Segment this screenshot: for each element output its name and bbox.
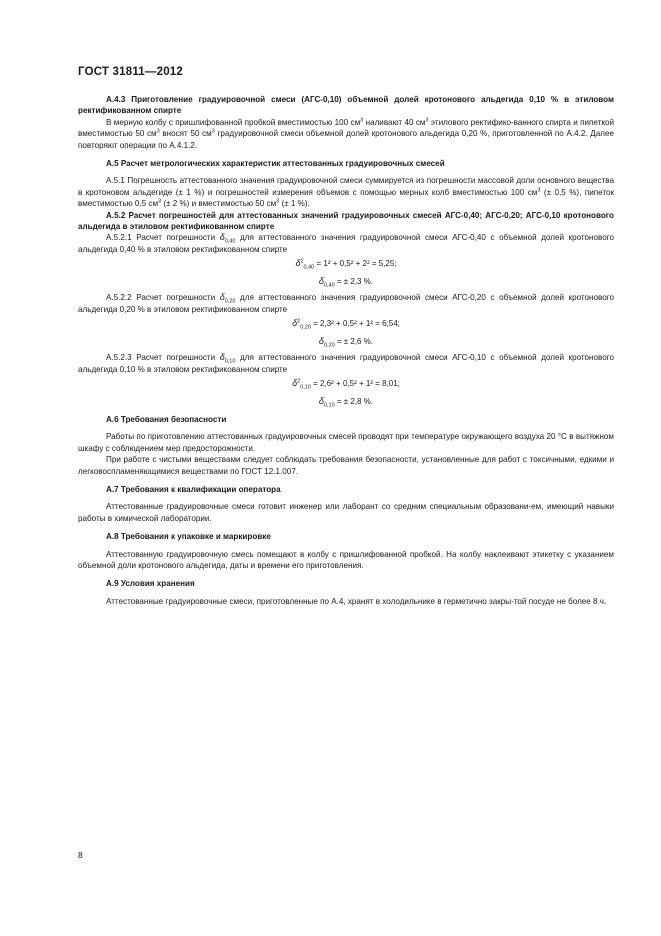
section-a9-p1: Аттестованные градуировочные смеси, приготовленные по А.4, хранят в холодильнике в герметично закры-той посуде не более 8 ч. — [106, 596, 607, 606]
section-a7-p1: Аттестованные градуировочные смеси готовит инженер или лаборант со средним специальным образовани-ем, имеющий навыки работы в химической лаборатории. — [78, 502, 614, 523]
document-header: ГОСТ 31811—2012 — [78, 66, 183, 78]
section-a52-title: А.5.2 Расчет погрешностей для аттестованных значений градуировочных смесей АГС-0,40; АГС-0,20; АГС-0,10 кротонового альдегида в этиловом ректификованном спирте — [78, 210, 614, 232]
section-a5-title: А.5 Расчет метрологических характеристик аттестованных градуировочных смесей — [106, 159, 445, 169]
section-a522-body: А.5.2.2 Расчет погрешности $\delta_{0,20}$ для аттестованного значения градуировочной смеси АГС-0,20 с объемной долей кротонового альдегида 0,20 % в этиловом ректификованном спирте — [78, 292, 614, 314]
formula-a522-result: $\delta_{0,20}$ = ± 2,6 %. — [318, 336, 374, 349]
formula-a521-squared: $\delta^2_{0,40} = 1^2 + 0,5^2 + 2^2 = 5,25$; — [295, 258, 397, 271]
formula-a522-squared: $\delta^2_{0,20} = 2,3^2 + 0,5^2 + 1^2 = 6,54$; — [292, 318, 400, 331]
formula-a523-result: $\delta_{0,10}$ = ± 2,8 %. — [318, 395, 374, 409]
section-a6-p1: Работы по приготовлению аттестованных градуировочных смесей проводят при температуре окружающего воздуха 20 °С в вытяжном шкафу с соблюдением мер предосторожности. — [78, 432, 614, 453]
section-a521-body: А.5.2.1 Расчет погрешности $\delta_{0,40}$ для аттестованного значения градуировочной смеси АГС-0,40 с объемной долей кротонового альдегида 0,40 % в этиловом ректификованном спирте — [78, 232, 614, 254]
section-a43-body: В мерную колбу с пришлифованной пробкой вместимостью 100 $см^3$ наливают 40 $см^3$ этилового ректифико-ванного спирта и пипеткой вместимостью 50 $см^3$ вносят 50 $см^3$ градуировочной смеси объемной долей кротонового альдегида 0,20 %, приготовленной по А.4.2. Далее повторяют операции по А.4.1.2. — [78, 117, 614, 150]
document-body — [78, 94, 614, 607]
formula-a523-squared: $\delta^2_{0,10} = 2,6^2 + 0,5^2 + 1^2 = 8,01$; — [292, 377, 400, 391]
formula-a521-result: $\delta_{0,40}$ = ± 2,3 %. — [318, 276, 374, 289]
section-a523-body: А.5.2.3 Расчет погрешности $\delta_{0,10}$ для аттестованного значения градуировочной смеси АГС-0,10 с объемной долей кротонового альдегида 0,10 % в этиловом ректификованном спирте — [78, 352, 614, 374]
section-a43-title: А.4.3 Приготовление градуировочной смеси (АГС-0,10) объемной долей кротонового альдегида 0,10 % в этиловом ректификованном спирте — [78, 95, 614, 116]
section-a51-body: А.5.1 Погрешность аттестованного значения градуировочной смеси суммируется из погрешности массовой доли основного вещества в кротоновом альдегиде (± 1 %) и погрешностей измерения объемов с помощью мерных колб вместимостью 100 $см^3$ (± 0,5 %), пипеток вместимостью 0,5 $см^3$ (± 2 %) и вместимостью 50 $см^3$ (± 1 %). — [78, 176, 615, 209]
section-a6-p2: При работе с чистыми веществами следует соблюдать требования безопасности, установленные для работ с токсичными, едкими и легковоспламеняющимися веществами по ГОСТ 12.1.007. — [78, 455, 614, 476]
section-a6-title: А.6 Требования безопасности — [106, 414, 227, 424]
section-a8-title: А.8 Требования к упаковке и маркировке — [106, 532, 271, 542]
section-a9-title: А.9 Условия хранения — [106, 579, 195, 589]
page-number: 8 — [78, 850, 83, 860]
section-a7-title: А.7 Требования к квалификации оператора — [106, 484, 281, 494]
section-a8-p1: Аттестованную градуировочную смесь помещают в колбу с пришлифованной пробкой. На колбу наклеивают этикетку с указанием объемной доли кротонового альдегида, даты и времени его приготовления. — [78, 549, 614, 570]
